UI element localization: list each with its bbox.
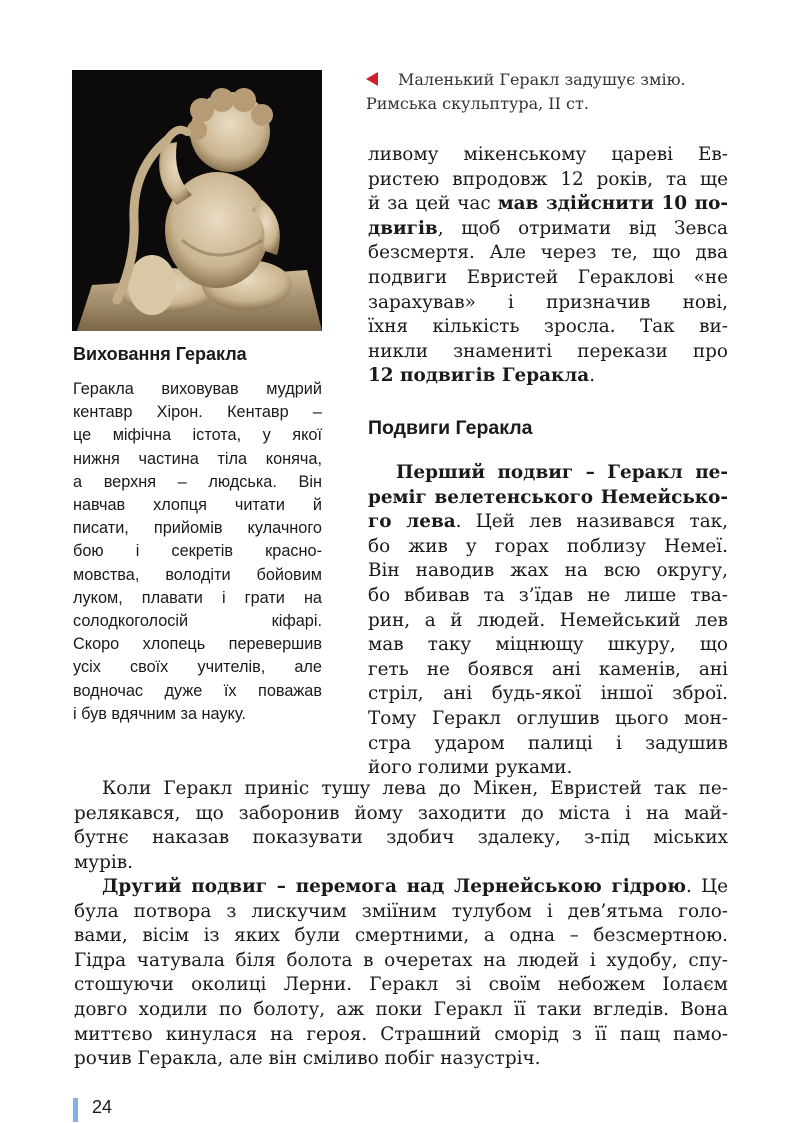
left-arrow-icon bbox=[366, 72, 378, 86]
text-line: Гідра чатувала біля болота в очеретах на людей і худобу, спу- bbox=[74, 949, 728, 971]
bold-span: Другий подвиг – перемога над Лернейською гідрою bbox=[102, 876, 687, 897]
column-2-text bbox=[368, 461, 728, 781]
text-line: мав таку міцнющу шкуру, що bbox=[368, 634, 728, 656]
column-1-text bbox=[368, 143, 728, 389]
sidebar-line: усіх своїх учителів, але bbox=[73, 658, 322, 677]
sidebar-line: навчав хлопця читати й bbox=[73, 496, 322, 515]
bold-span: двигів bbox=[368, 217, 438, 239]
text-span: . bbox=[589, 365, 596, 387]
text-line: подвиги Евристей Гераклові «не bbox=[368, 266, 728, 288]
section-title: Подвиги Геракла bbox=[368, 417, 533, 439]
text-line: рочив Геракла, але він сміливо побіг назустріч. bbox=[74, 1048, 541, 1070]
text-line: була потвора з лискучим зміїним тулубом і дев’ятьма голо- bbox=[74, 900, 728, 922]
page-number-marker bbox=[73, 1098, 78, 1122]
text-line bbox=[368, 461, 728, 486]
bold-span: го лева bbox=[368, 511, 456, 533]
caption-line-1: Маленький Геракл задушує змію. bbox=[398, 70, 686, 89]
text-line: мурів. bbox=[74, 851, 133, 873]
statue-photo bbox=[72, 70, 322, 331]
sidebar-line: солодкоголосій кіфарі. bbox=[73, 612, 322, 631]
bold-span: 12 подвигів Геракла bbox=[368, 365, 590, 387]
text-line bbox=[102, 875, 728, 900]
text-line: його голими руками. bbox=[368, 757, 573, 779]
text-line: бутнє наказав показувати здобич здалеку, з-під міських bbox=[74, 827, 728, 849]
text-line: стріл, ані будь-якої іншої зброї. bbox=[368, 683, 728, 705]
text-line: Коли Геракл приніс тушу лева до Мікен, Евристей так пе- bbox=[102, 778, 728, 799]
text-line: Він наводив жах на всю округу, bbox=[368, 560, 728, 582]
text-line: довго ходили по болоту, аж поки Геракл її таки вгледів. Вона bbox=[74, 998, 728, 1020]
sidebar-line: мовства, володіти бойовим bbox=[73, 565, 322, 584]
sidebar-text bbox=[73, 378, 322, 726]
sidebar-line: і був вдячним за науку. bbox=[73, 704, 246, 723]
figure-caption bbox=[366, 68, 726, 116]
text-line bbox=[368, 217, 728, 242]
sidebar-line: луком, плавати і грати на bbox=[73, 588, 322, 607]
text-line bbox=[368, 510, 728, 535]
sidebar-line: нижня частина тіла коняча, bbox=[73, 449, 322, 468]
text-line: Тому Геракл оглушив цього мон- bbox=[368, 707, 728, 729]
text-span: . Це bbox=[686, 876, 728, 897]
text-line: бо жив у горах поблизу Немеї. bbox=[368, 535, 728, 557]
text-line: ливому мікенському цареві Ев- bbox=[368, 144, 728, 165]
text-line: миттєво кинулася на героя. Страшний сморід з її пащ памо- bbox=[74, 1023, 728, 1045]
text-span: . Цей лев називався так, bbox=[455, 511, 728, 533]
text-span: , щоб отримати від Зевса bbox=[437, 217, 728, 239]
caption-line-2: Римська скульптура, ІІ ст. bbox=[366, 94, 589, 113]
sidebar-line: а верхня – людська. Він bbox=[73, 472, 322, 491]
text-span: й за цей час bbox=[368, 193, 498, 215]
page-number: 24 bbox=[92, 1097, 113, 1117]
sidebar-line: це міфічна істота, у якої bbox=[73, 426, 322, 445]
text-line: бо вбивав та з’їдав не лише тва- bbox=[368, 584, 728, 606]
sidebar-title: Виховання Геракла bbox=[73, 344, 247, 364]
sidebar-line: кентавр Хірон. Кентавр – bbox=[73, 403, 322, 422]
text-line bbox=[368, 486, 728, 511]
text-line: релякався, що заборонив йому заходити до міста і на май- bbox=[74, 802, 728, 824]
sidebar-line: Геракла виховував мудрий bbox=[73, 380, 322, 398]
text-line: рин, а й людей. Немейський лев bbox=[368, 609, 728, 631]
bold-span: реміг велетенського Немейсько- bbox=[368, 486, 728, 508]
bold-span: мав здійснити 10 по- bbox=[497, 193, 728, 215]
text-line: вами, вісім із яких були смертними, а одна – безсмертною. bbox=[74, 925, 728, 947]
text-line: геть не боявся ані каменів, ані bbox=[368, 658, 728, 680]
sidebar-line: Скоро хлопець перевершив bbox=[73, 635, 322, 654]
text-line bbox=[368, 364, 728, 389]
text-line: їхня кількість зросла. Так ви- bbox=[368, 316, 728, 338]
bold-span: Перший подвиг – Геракл пе- bbox=[396, 462, 728, 483]
text-line: стошуючи околиці Лерни. Геракл зі своїм небожем Іолаєм bbox=[74, 974, 728, 996]
statue-illustration bbox=[72, 70, 322, 331]
sidebar-line: писати, прийомів кулачного bbox=[73, 519, 322, 538]
text-line: безсмертя. Але через те, що два bbox=[368, 242, 728, 264]
paragraph-1 bbox=[74, 777, 728, 875]
text-line: ристею впродовж 12 років, та ще bbox=[368, 168, 728, 190]
text-line bbox=[368, 192, 728, 217]
paragraph-2 bbox=[74, 875, 728, 1072]
text-line: стра ударом палиці і задушив bbox=[368, 732, 728, 754]
text-line: никли знамениті перекази про bbox=[368, 340, 728, 362]
sidebar-line: водночас дуже їх поважав bbox=[73, 681, 322, 700]
text-line: зарахував» і призначив нові, bbox=[368, 291, 728, 313]
sidebar-line: бою і секретів красно- bbox=[73, 542, 322, 561]
